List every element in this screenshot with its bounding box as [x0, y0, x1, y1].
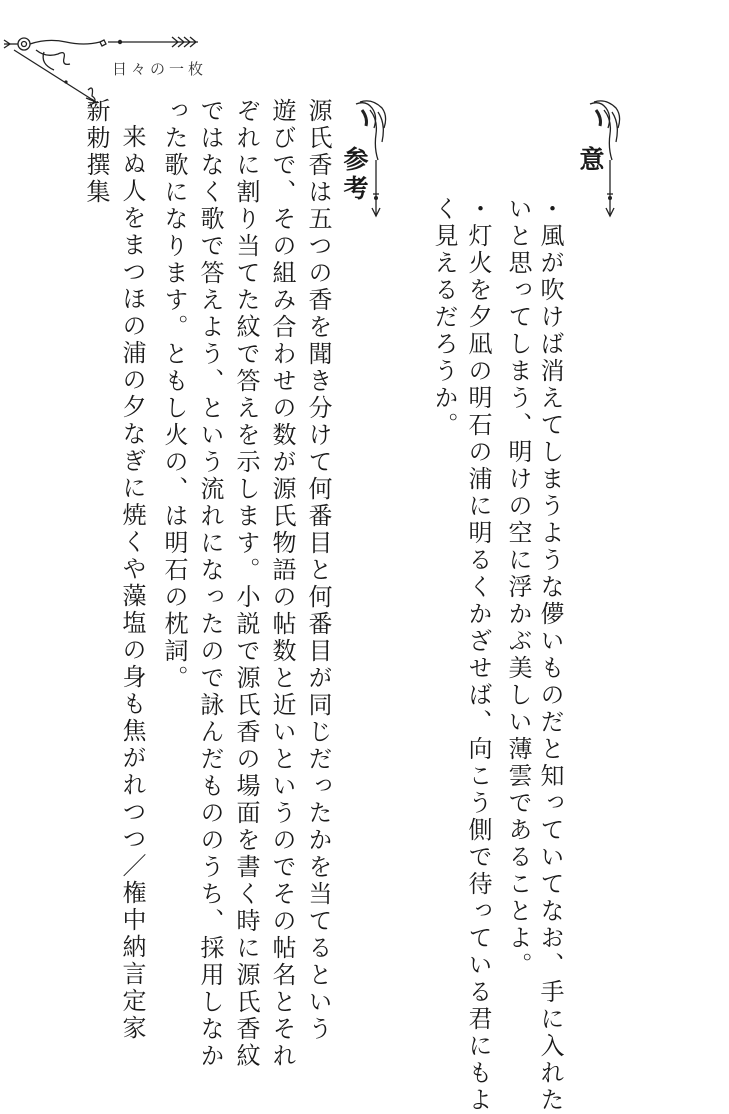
reference-line: ぞれに割り当てた紋で答えを示します。小説で源氏香の場面を書く時に源氏香紋 — [232, 98, 260, 1070]
section-meaning-heading: 意 — [576, 146, 605, 175]
header-title: 日々の一枚 — [112, 60, 208, 78]
meaning-line: いと思ってしまう、明けの空に浮かぶ美しい薄雲であることよ。 — [504, 196, 532, 979]
meaning-line: く見えるだろうか。 — [430, 196, 458, 439]
reference-line: 源氏香は五つの香を聞き分けて何番目と何番目が同じだったかを当てるという — [304, 98, 332, 1043]
section-reference-heading: 参考 — [340, 146, 369, 204]
reference-line: った歌になります。ともし火の、は明石の枕詞。 — [160, 98, 188, 692]
meaning-line: ・風が吹けば消えてしまうような儚いものだと知っていてなお、手に入れた — [536, 196, 564, 1114]
poem-text: 来ぬ人をまつほの浦の夕なぎに焼くや藻塩の身も焦がれつつ／権中納言定家 — [118, 124, 146, 1042]
meaning-line: ・灯火を夕凪の明石の浦に明るくかざせば、向こう側で待っている君にもよ — [464, 196, 492, 1114]
poem-source: 新勅撰集 — [82, 98, 110, 206]
reference-line: 遊びで、その組み合わせの数が源氏物語の帖数と近いというのでその帖名とそれ — [268, 98, 296, 1070]
reference-line: ではなく歌で答えよう、という流れになったので詠んだもののうち、採用しなか — [196, 98, 224, 1070]
